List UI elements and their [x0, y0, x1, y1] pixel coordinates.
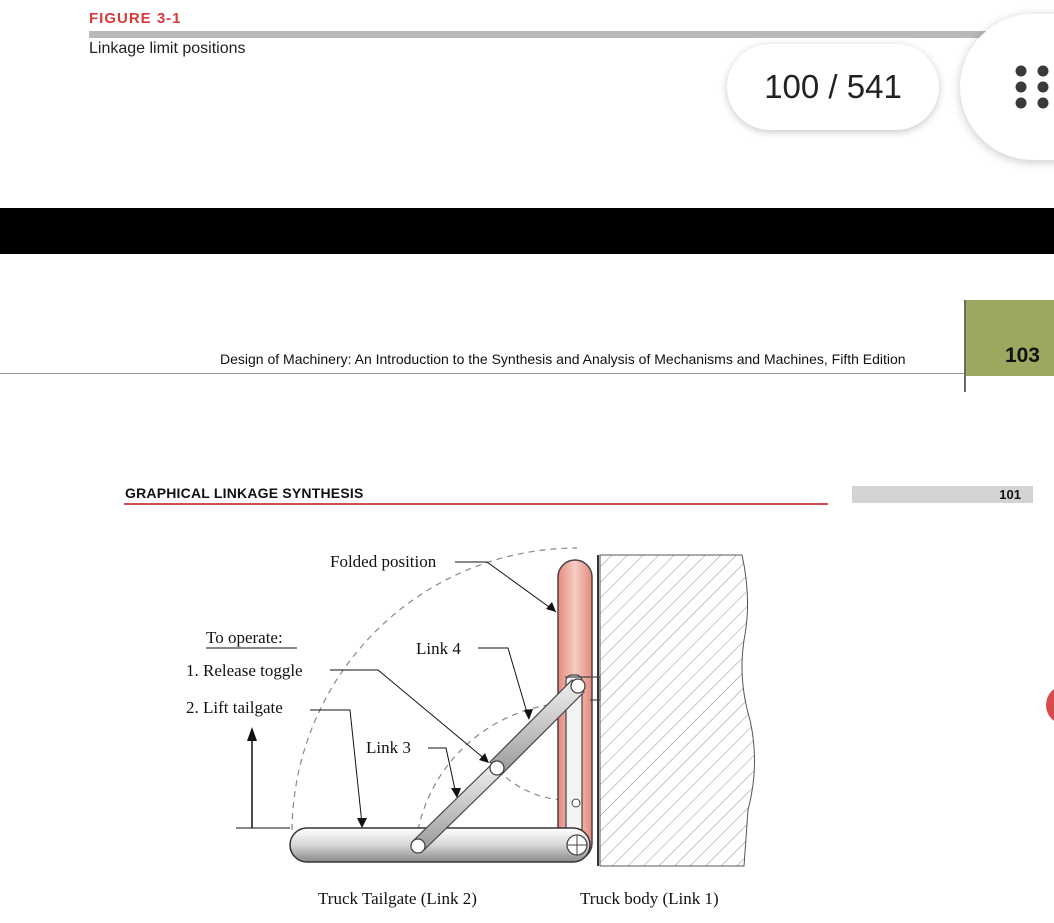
body-label: Truck body (Link 1)	[580, 889, 719, 908]
page-separator	[0, 208, 1054, 254]
toggle-pin	[490, 761, 504, 775]
book-page-number: 103	[1004, 344, 1040, 367]
figure-label: FIGURE 3-1	[89, 10, 182, 27]
link3-leader	[428, 748, 456, 794]
tailgate-label: Truck Tailgate (Link 2)	[318, 889, 477, 908]
to-operate-label: To operate:	[206, 628, 283, 647]
link4-body-pin	[571, 679, 585, 693]
section-page-number: 101	[999, 487, 1021, 502]
section-title: GRAPHICAL LINKAGE SYNTHESIS	[125, 485, 364, 501]
page-indicator-text: 100 / 541	[764, 68, 902, 105]
figure-divider	[89, 31, 1009, 38]
link4-leader	[478, 648, 528, 716]
page-indicator[interactable]	[727, 44, 939, 130]
linkage-diagram	[0, 530, 1054, 923]
folded-pivot	[572, 799, 580, 807]
book-title: Design of Machinery: An Introduction to the Synthesis and Analysis of Mechanisms and Machines, Fifth Edition	[220, 351, 906, 367]
section-rule	[124, 503, 828, 505]
truck-body-hatch	[600, 555, 755, 866]
folded-position-label: Folded position	[330, 552, 437, 571]
book-header-rule	[0, 373, 966, 374]
folded-leader	[455, 562, 556, 612]
tailgate-swing-arc	[292, 548, 577, 830]
link4-label: Link 4	[416, 639, 461, 658]
step-2-label: 2. Lift tailgate	[186, 698, 283, 717]
dots-grid-icon	[1015, 65, 1049, 109]
link3-label: Link 3	[366, 738, 411, 757]
figure-caption: Linkage limit positions	[89, 40, 246, 57]
link4-swing-arc	[498, 770, 562, 800]
lift-leader	[310, 710, 362, 824]
link3-tailgate-pin	[411, 839, 425, 853]
step-1-label: 1. Release toggle	[186, 661, 303, 680]
